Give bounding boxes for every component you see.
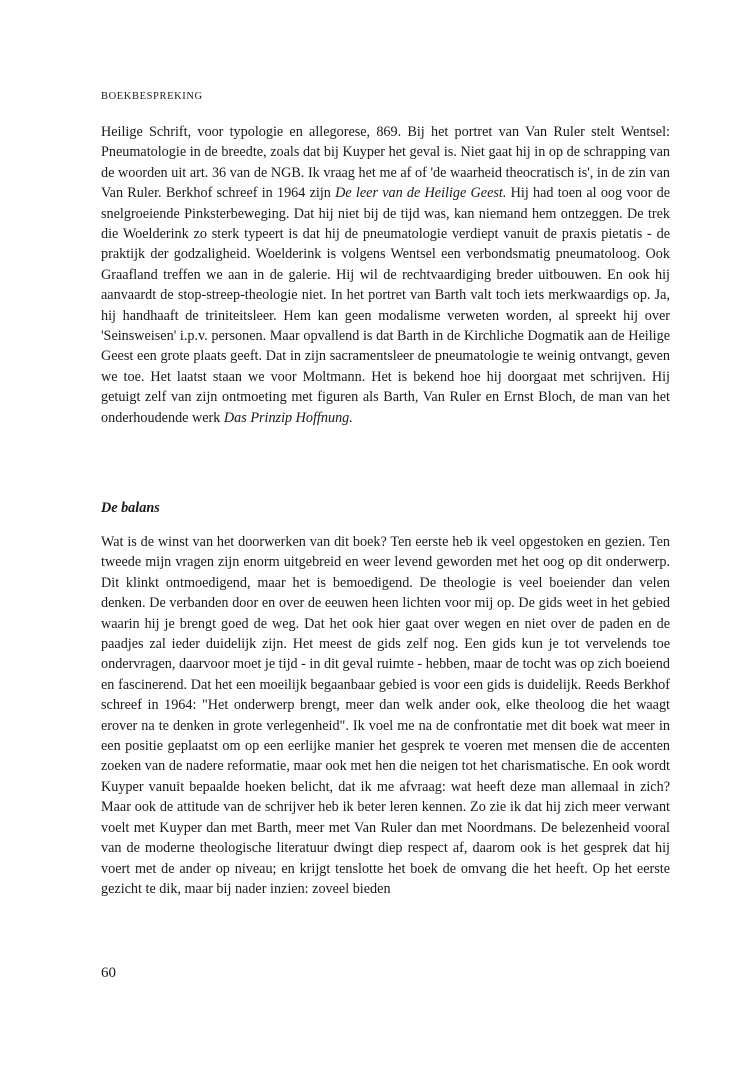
running-header: BOEKBESPREKING [101,91,203,102]
paragraph-1-text-a: Heilige Schrift, voor typologie en allegorese, 869. Bij het portret van Van Ruler stelt Wentsel: Pneumatologie in de breedte, zoals dat bij Kuyper het geval is. Niet gaat hij in op de schrapping van de woorden uit art. 36 van de NGB. Ik vraag het me af of 'de waarheid theocratisch is', in de zin van Van Ruler. Berkhof schreef in 1964 zijn [101,124,670,202]
book-title-prinzip-hoffnung: Das Prinzip Hoffnung. [223,409,353,426]
body-paragraph-2: Wat is de winst van het doorwerken van dit boek? Ten eerste heb ik veel opgestoken en gezien. Ten tweede mijn vragen zijn enorm uitgebreid en weer levend geworden met het oog op dit onderwerp. Dit klinkt ontmoedigend, maar het is bemoedigend. De theologie is veel boeiender dan velen denken. De verbanden door en over de eeuwen heen lichten voor mij op. De gids weet in het gebied waarin hij je brengt goed de weg. Dat het ook hier gaat over wegen en niet over de paden en de paadjes zal ieder duidelijk zijn. Het meest de gids zelf nog. Een gids kun je tot vervelends toe ondervragen, daarvoor moet je tijd - in dit geval ruimte - hebben, maar de tocht was op zich boeiend en fascinerend. Dat het een moeilijk begaanbaar gebied is voor een gids is duidelijk. Reeds Berkhof schreef in 1964: "Het onderwerp brengt, meer dan welk ander ook, elke theoloog die het waagt erover na te denken in grote verlegenheid". Ik voel me na de confrontatie met dit boek wat meer in een positie geplaatst om op een eerlijke manier het gesprek te voeren met mensen die de accenten zoeken van de nadere reformatie, maar ook met hen die neigen tot het charismatische. En ook wordt Kuyper vanuit bepaalde hoeken belicht, dat ik me afvraag: wat heeft deze man allemaal in zich? Maar ook de attitude van de schrijver heb ik beter leren kennen. Zo zie ik dat hij zich meer verwant voelt met Kuyper dan met Barth, meer met Van Ruler dan met Noordmans. De belezenheid vooral van de moderne theologische literatuur dwingt diep respect af, daarom ook is het gesprek dat hij voert met de ander op niveau; en krijgt tenslotte het boek de omvang die het heeft. Op het eerste gezicht te dik, maar bij nader inzien: zoveel bieden [101,534,670,897]
paragraph-1-text-b: Hij had toen al oog voor de snelgroeiende Pinksterbeweging. Dat hij niet bij de tijd was, kan niemand hem ontzeggen. De trek die Woelderink zo sterk typeert is dat hij de pneumatologie verdiept vanuit de praxis pietatis - de praktijk der godzaligheid. Woelderink is volgens Wentsel een verbondsmatig pneumatoloog. Ook Graafland treffen we aan in de galerie. Hij wil de rechtvaardiging breder uitbouwen. En ook hij aanvaardt de stop-streep-theologie niet. In het portret van Barth valt toch iets merkwaardigs op. Ja, hij handhaaft de triniteitsleer. Hem kan geen modalisme verweten worden, al spreekt hij over 'Seinsweisen' i.p.v. personen. Maar opvallend is dat Barth in de Kirchliche Dogmatik aan de Heilige Geest een grote plaats geeft. Dat in zijn sacramentsleer de pneumatologie te weinig ontvangt, geven we toe. Het laatst staan we voor Moltmann. Het is bekend hoe hij doorgaat met schrijven. Hij getuigt zelf van zijn ontmoeting met figuren als Barth, Van Ruler en Ernst Bloch, de man van het onderhoudende werk [101,185,670,426]
body-paragraph-1 [101,122,670,428]
book-title-de-leer: De leer van de Heilige Geest. [335,185,507,202]
section-heading: De balans [101,500,160,516]
page-number: 60 [101,965,116,981]
